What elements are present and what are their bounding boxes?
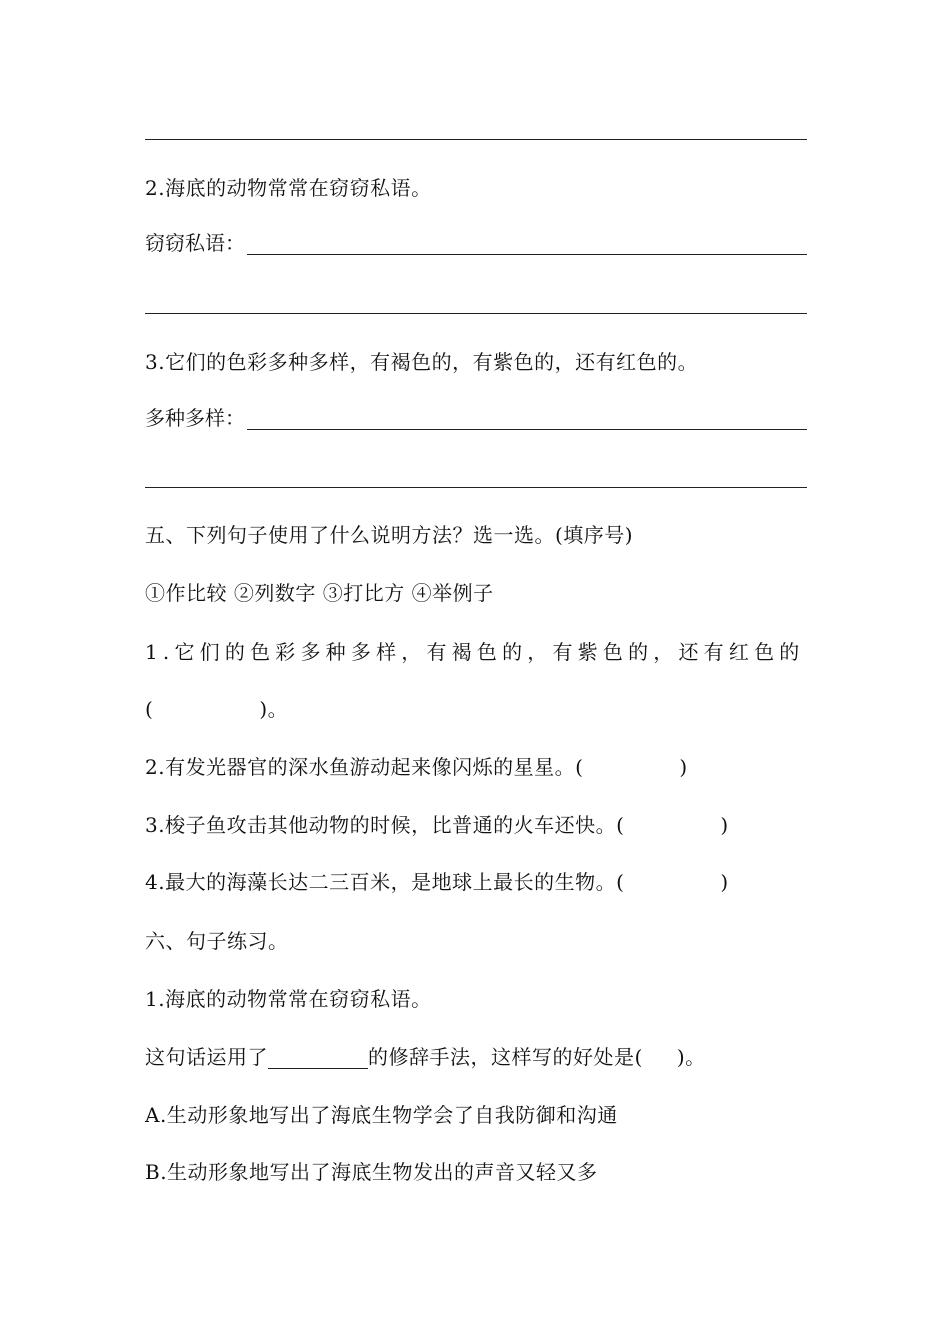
- prompt-part-a: 这句话运用了: [145, 1045, 268, 1069]
- s5-question-3-text: 3.梭子鱼攻击其他动物的时候，比普通的火车还快。(: [145, 813, 625, 837]
- word-explain-row-3: [145, 406, 807, 430]
- s6-question-1: 1.海底的动物常常在窃窃私语。: [145, 987, 432, 1011]
- paren-open: (: [145, 697, 154, 721]
- word-label-2: 窃窃私语：: [145, 231, 245, 255]
- sentence-3: 3.它们的色彩多种多样，有褐色的，有紫色的，还有红色的。: [145, 350, 699, 374]
- s5-question-4: [145, 870, 729, 894]
- answer-line[interactable]: [145, 313, 807, 314]
- answer-line[interactable]: [145, 487, 807, 488]
- section-6-heading: 六、句子练习。: [145, 929, 289, 953]
- choice-option-a: A.生动形象地写出了海底生物学会了自我防御和沟通: [145, 1103, 618, 1127]
- answer-line[interactable]: [145, 139, 807, 140]
- paren-close: )。: [259, 697, 289, 721]
- s5-question-3: [145, 813, 729, 837]
- s5-question-1-text: 1.它们的色彩多种多样，有褐色的，有紫色的，还有红色的: [145, 640, 805, 664]
- rhetoric-blank[interactable]: [268, 1048, 368, 1069]
- answer-blank-2[interactable]: [247, 234, 807, 255]
- method-options: ①作比较 ②列数字 ③打比方 ④举例子: [145, 581, 494, 605]
- s5-question-4-text: 4.最大的海藻长达二三百米，是地球上最长的生物。(: [145, 870, 625, 894]
- prompt-part-b: 的修辞手法，这样写的好处是(: [368, 1045, 643, 1069]
- word-explain-row-2: [145, 231, 807, 255]
- answer-blank-3[interactable]: [247, 409, 807, 430]
- s5-question-1: [145, 640, 807, 664]
- choice-option-b: B.生动形象地写出了海底生物发出的声音又轻又多: [145, 1160, 598, 1184]
- s5-question-2: [145, 755, 688, 779]
- paren-close: ): [679, 755, 688, 779]
- s5-question-1-answer: [145, 697, 288, 721]
- s5-question-2-text: 2.有发光器官的深水鱼游动起来像闪烁的星星。(: [145, 755, 584, 779]
- sentence-2: 2.海底的动物常常在窃窃私语。: [145, 176, 432, 200]
- s6-question-1-prompt: [145, 1045, 706, 1069]
- section-5-heading: 五、下列句子使用了什么说明方法？选一选。(填序号): [145, 523, 634, 547]
- prompt-part-c: )。: [676, 1045, 706, 1069]
- word-label-3: 多种多样：: [145, 406, 245, 430]
- paren-close: ): [720, 813, 729, 837]
- paren-close: ): [720, 870, 729, 894]
